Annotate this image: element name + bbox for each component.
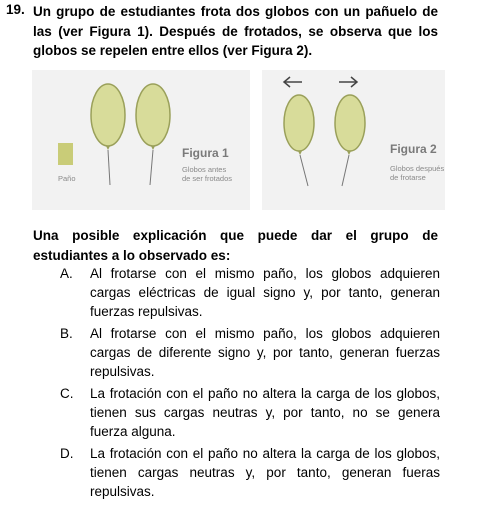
figure-1-caption-line2: de ser frotados	[182, 174, 233, 183]
figure-1	[32, 70, 250, 210]
question-intro: Una posible explicación que puede dar el grupo de estudiantes a lo observado es:	[33, 228, 438, 263]
answer-options	[60, 264, 440, 504]
question-stem: Un grupo de estudiantes frota dos globos con un pañuelo de las (ver Figura 1). Después de frotados, se observa que los globos se repelen entre ellos (ver Figura 2).	[33, 4, 438, 58]
question-number: 19.	[6, 2, 25, 17]
cloth-swatch	[58, 143, 73, 165]
figure-2	[262, 70, 445, 210]
arrow-right-icon	[339, 77, 357, 87]
option-text: La frotación con el paño no altera la carga de los globos, tienen sus cargas neutras y, por tanto, no se genera fuerza alguna.	[90, 386, 440, 439]
option-letter: B.	[60, 326, 73, 341]
arrow-left-icon	[284, 77, 302, 87]
figure-2-caption-line2: de frotarse	[390, 173, 426, 182]
option-letter: A.	[60, 266, 73, 281]
option-letter: C.	[60, 386, 74, 401]
figure-2-caption-line1: Globos después	[390, 164, 445, 173]
balloon-right	[136, 84, 170, 185]
figure-2-illustration	[262, 70, 445, 210]
balloon-left	[91, 84, 125, 185]
option-text: La frotación con el paño no altera la carga de los globos, tienen cargas neutras y, por tanto, generan fueras repulsivas.	[90, 446, 440, 499]
figure-2-title: Figura 2	[390, 142, 437, 156]
option-d[interactable]	[60, 444, 440, 501]
figure-1-title: Figura 1	[182, 146, 229, 160]
option-c[interactable]	[60, 384, 440, 441]
option-text: Al frotarse con el mismo paño, los globos adquieren cargas de diferente signo y, por tanto, generan fuerzas repulsivas.	[90, 326, 440, 379]
option-b[interactable]	[60, 324, 440, 381]
figure-1-illustration	[32, 70, 250, 210]
cloth-label: Paño	[58, 174, 76, 183]
option-a[interactable]	[60, 264, 440, 321]
option-text: Al frotarse con el mismo paño, los globos adquieren cargas eléctricas de igual signo y, por tanto, generan fuerzas repulsivas.	[90, 266, 440, 319]
figure-1-caption-line1: Globos antes	[182, 165, 227, 174]
balloon-left-repelled	[284, 95, 314, 186]
balloon-right-repelled	[335, 95, 365, 186]
option-letter: D.	[60, 446, 74, 461]
